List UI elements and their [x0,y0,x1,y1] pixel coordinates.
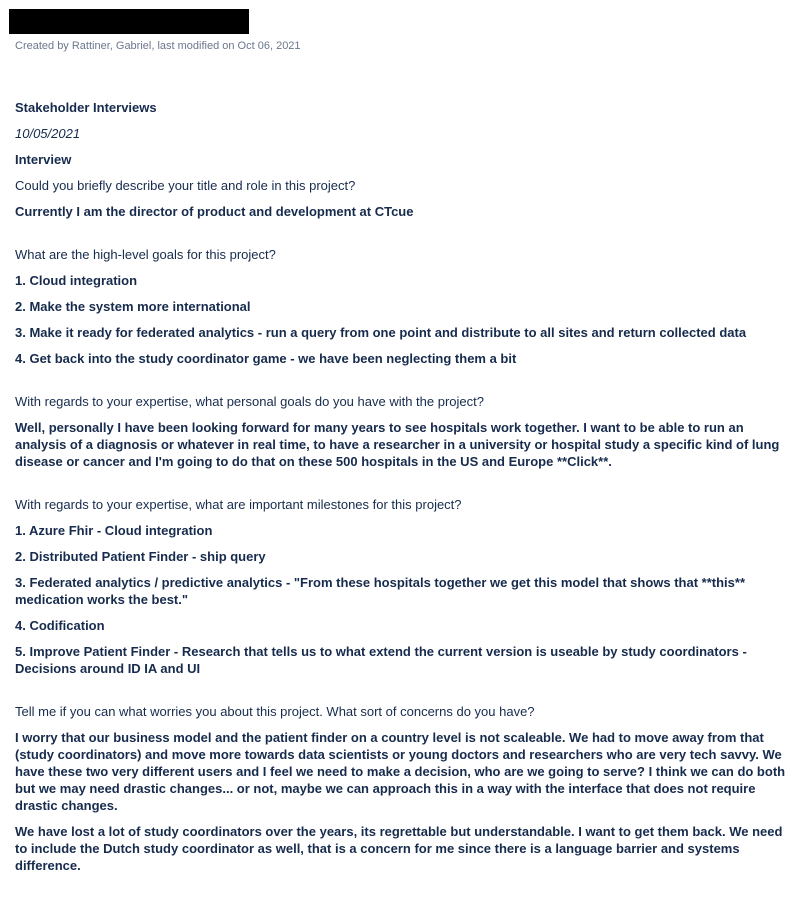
milestone-item: 2. Distributed Patient Finder - ship query [15,549,266,564]
question-1: Could you briefly describe your title and role in this project? [15,178,356,193]
milestone-item: 3. Federated analytics / predictive analytics - "From these hospitals together we get this model that shows that **this** medication works the best." [15,575,746,607]
answer-5-part-1: I worry that our business model and the patient finder on a country level is not scaleable. We had to move away from that (study coordinators) and move more towards data scientists or young doctors and researchers who are very tech savvy. We have these two very different users and I feel we need to make a decision, who are we going to serve? I think we can do both but we may need drastic changes... or not, maybe we can approach this in a way with the interface that does not require drastic changes. [15,730,786,813]
page-content [15,99,787,883]
page-byline: Created by Rattiner, Gabriel, last modified on Oct 06, 2021 [15,40,301,52]
answer-3: Well, personally I have been looking forward for many years to see hospitals work together. I want to be able to run an analysis of a diagnosis or whatever in real time, to have a researcher in a university or hospital study a specific kind of lung disease or cancer and I'm going to do that on these 500 hospitals in the US and Europe **Click**. [15,420,780,469]
milestone-item: 5. Improve Patient Finder - Research that tells us to what extend the current version is useable by study coordinators - Decisions around ID IA and UI [15,644,747,676]
answer-5-part-2: We have lost a lot of study coordinators over the years, its regrettable but understandable. I want to get them back. We need to include the Dutch study coordinator as well, that is a concern for me since there is a language barrier and systems difference. [15,824,783,873]
question-4: With regards to your expertise, what are important milestones for this project? [15,497,462,512]
goal-item: 4. Get back into the study coordinator game - we have been neglecting them a bit [15,351,517,366]
doc-subheading: Interview [15,152,72,167]
question-3: With regards to your expertise, what personal goals do you have with the project? [15,394,484,409]
goal-item: 1. Cloud integration [15,273,138,288]
goal-item: 3. Make it ready for federated analytics - run a query from one point and distribute to all sites and return collected data [15,325,747,340]
question-5: Tell me if you can what worries you about this project. What sort of concerns do you have? [15,704,535,719]
goal-item: 2. Make the system more international [15,299,251,314]
milestone-item: 4. Codification [15,618,105,633]
answer-1: Currently I am the director of product and development at CTcue [15,204,414,219]
question-2: What are the high-level goals for this project? [15,247,276,262]
doc-heading: Stakeholder Interviews [15,100,157,115]
interview-date: 10/05/2021 [15,126,81,141]
milestone-item: 1. Azure Fhir - Cloud integration [15,523,213,538]
redacted-page-title [9,9,249,34]
